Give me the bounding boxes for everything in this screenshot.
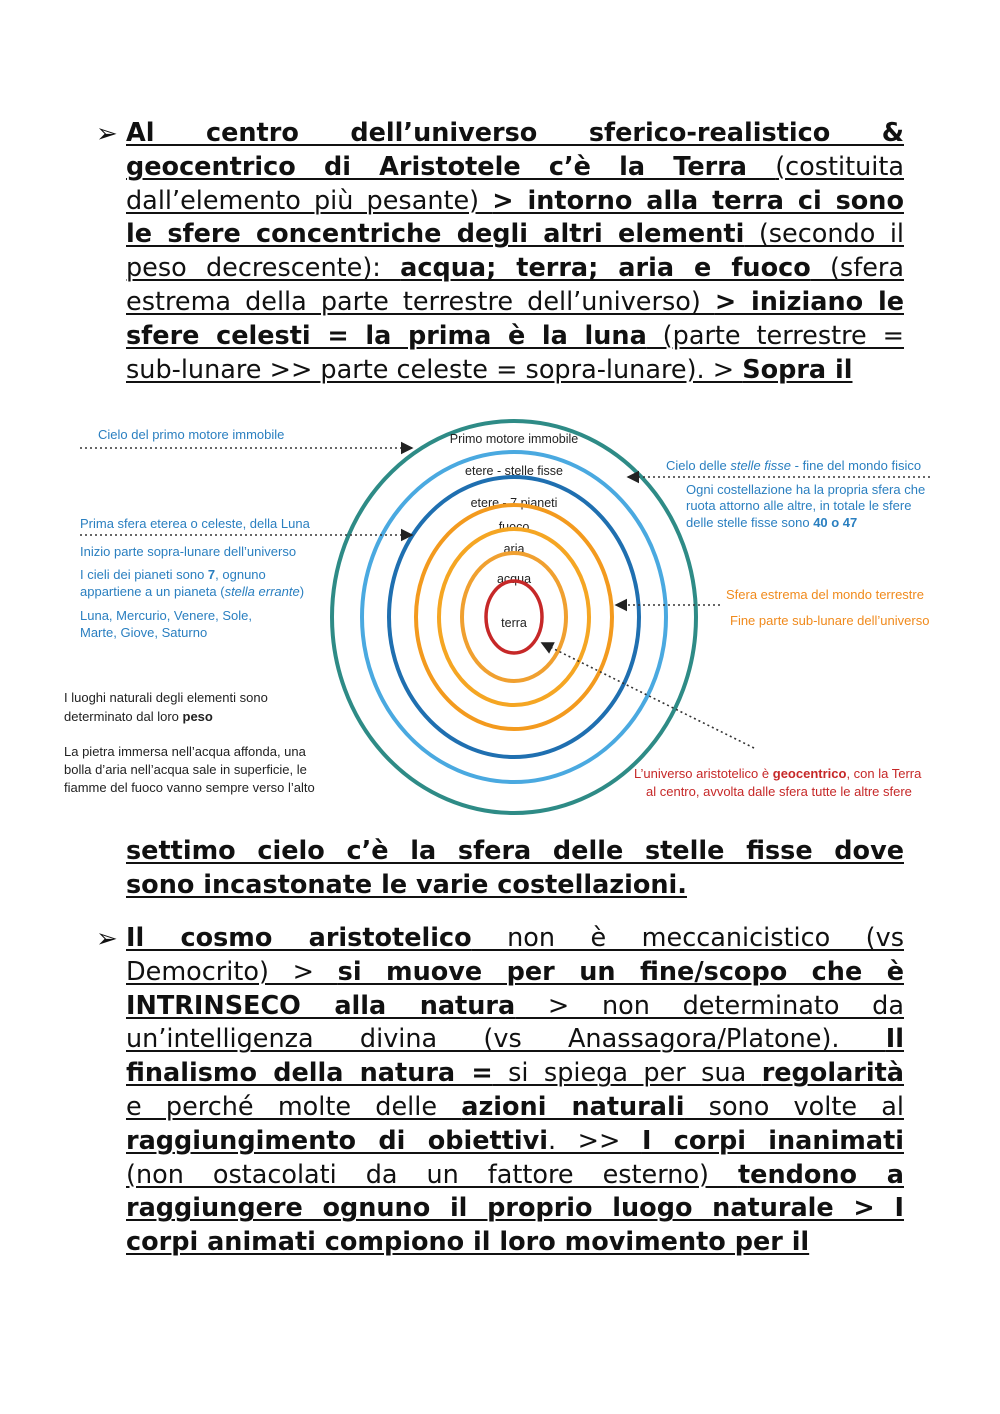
text-line <box>126 286 904 320</box>
text-line <box>126 218 904 252</box>
paragraph-stelle-fisse <box>126 835 904 903</box>
text-line <box>126 1023 904 1057</box>
text-run: sub-lunare >> parte celeste = sopra-lunare). > <box>126 354 743 385</box>
bold-run: raggiungere ognuno il proprio luogo naturale > I <box>126 1193 904 1224</box>
label-geocentrico-1: L’universo aristotelico è geocentrico, con la Terra <box>634 766 922 781</box>
bold-run: raggiungimento di obiettivi <box>126 1125 548 1156</box>
text-line <box>126 252 904 286</box>
sphere-label: Primo motore immobile <box>449 432 579 446</box>
label-luoghi-1: I luoghi naturali degli elementi sono <box>64 690 268 705</box>
bold-run: settimo cielo c’è la sfera delle stelle fisse dove <box>126 836 904 866</box>
text-run: peso decrescente): <box>126 253 401 284</box>
bold-run: corpi animati compiono il loro movimento per il <box>126 1227 810 1258</box>
label-luna-2: Inizio parte sopra-lunare dell’universo <box>80 544 297 559</box>
bold-run: sono incastonate le varie costellazioni. <box>126 869 687 900</box>
bold-run: geocentrico di Aristotele c’è la Terra <box>126 151 776 182</box>
text-run: non è meccanicistico (vs <box>471 923 904 953</box>
text-run: (sfera <box>810 253 904 284</box>
bold-run: tendono a <box>737 1159 904 1190</box>
text-line <box>126 922 904 956</box>
aristotelian-cosmos-diagram <box>60 405 940 825</box>
text-run: un’intelligenza divina (vs Anassagora/Platone). <box>126 1024 886 1055</box>
text-line <box>126 1159 904 1193</box>
label-costellazione-1: Ogni costellazione ha la propria sfera che <box>686 482 926 497</box>
bold-run: regolarità <box>761 1058 904 1089</box>
sphere-label: fuoco <box>498 520 530 534</box>
text-line <box>126 185 904 219</box>
label-pietra-2: bolla d’aria nell’acqua sale in superficie, le <box>64 762 307 777</box>
text-run: . >> <box>548 1125 642 1156</box>
bold-run: si muove per un fine/scopo che è <box>337 956 904 987</box>
text-line <box>126 320 904 354</box>
sphere-label: terra <box>501 616 527 630</box>
label-lista-2: Marte, Giove, Saturno <box>80 625 208 640</box>
bold-run: Al centro dell’universo sferico-realistico & <box>126 118 904 148</box>
bold-run: INTRINSECO alla natura <box>126 990 516 1021</box>
bold-run: > iniziano le <box>714 286 904 317</box>
bold-run: Il cosmo aristotelico <box>126 923 472 953</box>
sphere-label: acqua <box>496 572 532 586</box>
bold-run: Sopra il <box>742 354 853 385</box>
label-fine-sublunare: Fine parte sub-lunare dell’universo <box>730 613 930 628</box>
sphere-label: etere - 7 pianeti <box>470 496 558 510</box>
bold-run: finalismo della natura = <box>126 1058 493 1089</box>
label-pietra-3: fiamme del fuoco vanno sempre verso l’alto <box>64 780 315 795</box>
text-run: sono volte al <box>684 1091 904 1122</box>
text-run: > non determinato da <box>515 990 904 1021</box>
label-costellazione-2: ruota attorno alle altre, in totale le sfere <box>686 498 912 513</box>
bold-run: I corpi inanimati <box>641 1125 904 1156</box>
text-line <box>126 1125 904 1159</box>
bold-run: Il <box>885 1024 904 1055</box>
text-line <box>126 1057 904 1091</box>
bold-run: le sfere concentriche degli altri elementi <box>126 219 745 250</box>
label-luoghi-2: determinato dal loro peso <box>64 709 213 724</box>
text-run: si spiega per sua <box>492 1058 762 1089</box>
label-costellazione-3: delle stelle fisse sono 40 o 47 <box>686 515 858 530</box>
label-pianeti-1: I cieli dei pianeti sono 7, ognuno <box>80 567 266 582</box>
label-stelle-fisse: Cielo delle stelle fisse - fine del mondo fisico <box>666 458 922 473</box>
label-pietra-1: La pietra immersa nell’acqua affonda, una <box>64 744 306 759</box>
concentric-spheres <box>332 421 696 813</box>
text-line <box>126 1091 904 1125</box>
label-lista-1: Luna, Mercurio, Venere, Sole, <box>80 608 252 623</box>
label-primo-motore: Cielo del primo motore immobile <box>98 427 285 442</box>
bold-run: azioni naturali <box>461 1091 685 1122</box>
text-line <box>126 354 904 388</box>
text-line <box>126 151 904 185</box>
paragraph-cosmo-aristotelico <box>126 922 904 1260</box>
text-line <box>126 990 904 1024</box>
bullet-2: ➢ <box>96 924 118 954</box>
text-run: (secondo il <box>744 219 904 250</box>
text-run: (costituita <box>775 151 904 182</box>
text-line <box>126 117 904 151</box>
bold-run: > intorno alla terra ci sono <box>492 185 904 216</box>
text-run: estrema della parte terrestre dell’universo) <box>126 286 715 317</box>
label-luna-1: Prima sfera eterea o celeste, della Luna <box>80 516 310 531</box>
text-run: (parte terrestre = <box>646 320 904 351</box>
label-geocentrico-2: al centro, avvolta dalle sfera tutte le altre sfere <box>646 784 912 799</box>
text-run: Democrito) > <box>126 956 338 987</box>
text-line <box>126 956 904 990</box>
bullet-1: ➢ <box>96 119 118 149</box>
bold-run: acqua; terra; aria e fuoco <box>400 253 811 284</box>
text-run: (non ostacolati da un fattore esterno) <box>126 1159 738 1190</box>
text-line <box>126 835 904 869</box>
text-line <box>126 1226 904 1260</box>
sphere-label: aria <box>503 542 525 556</box>
paragraph-aristotle-universe <box>126 117 904 387</box>
bold-run: sfere celesti = la prima è la luna <box>126 320 647 351</box>
sphere-label: etere - stelle fisse <box>465 464 563 478</box>
text-run: dall’elemento più pesante) <box>126 185 493 216</box>
text-run: e perché molte delle <box>126 1091 462 1122</box>
text-line <box>126 1192 904 1226</box>
text-line <box>126 869 904 903</box>
label-pianeti-2: appartiene a un pianeta (stella errante) <box>80 584 305 599</box>
label-sfera-estrema: Sfera estrema del mondo terrestre <box>726 587 924 602</box>
